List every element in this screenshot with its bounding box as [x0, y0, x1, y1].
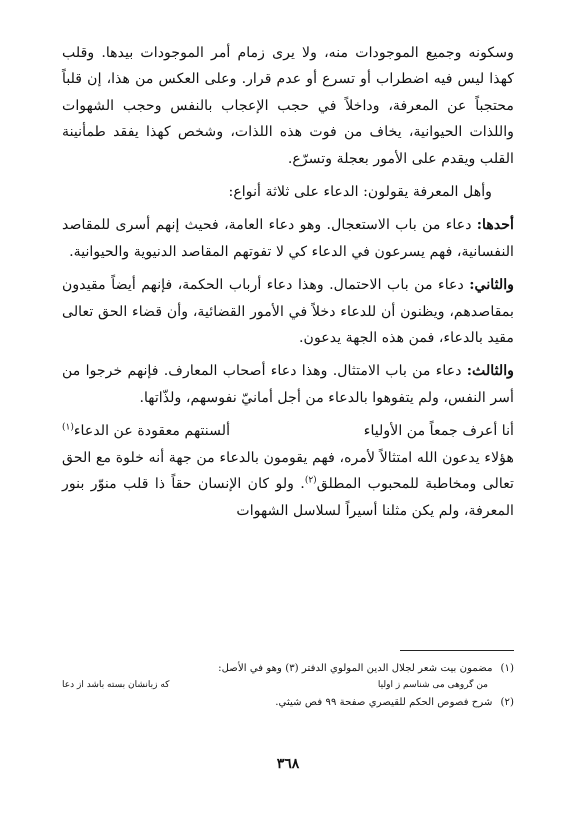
poem-second-text: ألسنتهم معقودة عن الدعاء	[73, 423, 231, 440]
footnote-1	[62, 660, 514, 677]
footnote-ref-1[interactable]: (١)	[62, 422, 74, 433]
paragraph-1: وسكونه وجميع الموجودات منه، ولا يرى زمام أمر الموجودات بيدها. وقلب كهذا ليس فيه اضطراب أو تسرع أو عدم قرار. وعلى العكس من هذا، إن قلباً محتجباً عن المعرفة، وداخلاً في حجب الإعجاب بالنفس وحجب الشهوات واللذات الحيوانية، يخاف من فوت هذه اللذات، وشخص كهذا يفقد طمأنينة القلب ويقدم على الأمور بعجلة وتسرّع.	[62, 45, 514, 167]
paragraph-5-text: دعاء من باب الامتثال. وهذا دعاء أصحاب المعارف. فإنهم خرجوا من أسر النفس، ولم يتفوهوا بالدعاء من أجل أمانيّ نفوسهم، ولذّاتها.	[62, 363, 514, 406]
paragraph-3-text: دعاء من باب الاستعجال. وهو دعاء العامة، فحيث إنهم أسرى للمقاصد النفسانية، فهم يسرعون في الدعاء كي لا تفوتهم المقاصد الدنيوية والحيوانية.	[62, 217, 514, 260]
page-number: ٣٦٨	[276, 756, 300, 772]
poem-second-hemistich	[62, 418, 230, 444]
paragraph-6-text-b: . ولو كان الإنسان حقاً ذا قلب منوّر بنور المعرفة، ولم يكن مثلنا أسيراً لسلاسل الشهوات	[62, 476, 514, 519]
paragraph-6	[62, 445, 514, 524]
footnote-2	[62, 694, 514, 711]
footnote-1-verse-left: كه زبانشان بسته باشد از دعا	[62, 680, 170, 690]
poem-first-hemistich: أنا أعرف جمعاً من الأولياء	[363, 423, 514, 440]
footnotes	[62, 660, 514, 711]
paragraph-4-text: دعاء من باب الاحتمال. وهذا دعاء أرباب الحكمة، فإنهم أيضاً مقيدون بمقاصدهم، ويظنون أن للدعاء دخلاً في الأمور القضائية، وأن قضاء الحق تعالى مقيد بالدعاء، فمن هذه الجهة يدعون.	[62, 277, 514, 347]
poem-verse	[62, 418, 514, 444]
book-page	[62, 40, 514, 820]
main-text	[62, 40, 514, 524]
term-first: أحدها:	[476, 217, 514, 234]
footnote-1-number: (١)	[500, 663, 514, 674]
footnote-ref-2[interactable]: (٢)	[304, 475, 317, 486]
paragraph-4	[62, 272, 514, 351]
footnote-divider	[400, 650, 514, 651]
paragraph-6-text-a: هؤلاء يدعون الله امتثالاً لأمره، فهم يقومون بالدعاء من جهة أنه خلوة مع الحق تعالى ومخاطبة للمحبوب المطلق	[62, 449, 514, 493]
paragraph-2: وأهل المعرفة يقولون: الدعاء على ثلاثة أنواع:	[228, 184, 492, 201]
paragraph-3	[62, 212, 514, 265]
term-second: والثاني:	[469, 277, 514, 294]
footnote-1-verse-right: من گروهى مى شناسم ز اوليا	[377, 680, 488, 690]
term-third: والثالث:	[466, 363, 514, 380]
footnote-1-text: مضمون بيت شعر لجلال الدين المولوي الدفتر (٣) وهو في الأصل:	[218, 663, 493, 674]
footnote-2-text: شرح فصوص الحكم للقيصري صفحة ٩٩ فص شيثي.	[275, 697, 493, 708]
footnote-2-number: (٢)	[500, 697, 514, 708]
paragraph-5	[62, 358, 514, 411]
footnote-1-verse	[62, 677, 514, 694]
